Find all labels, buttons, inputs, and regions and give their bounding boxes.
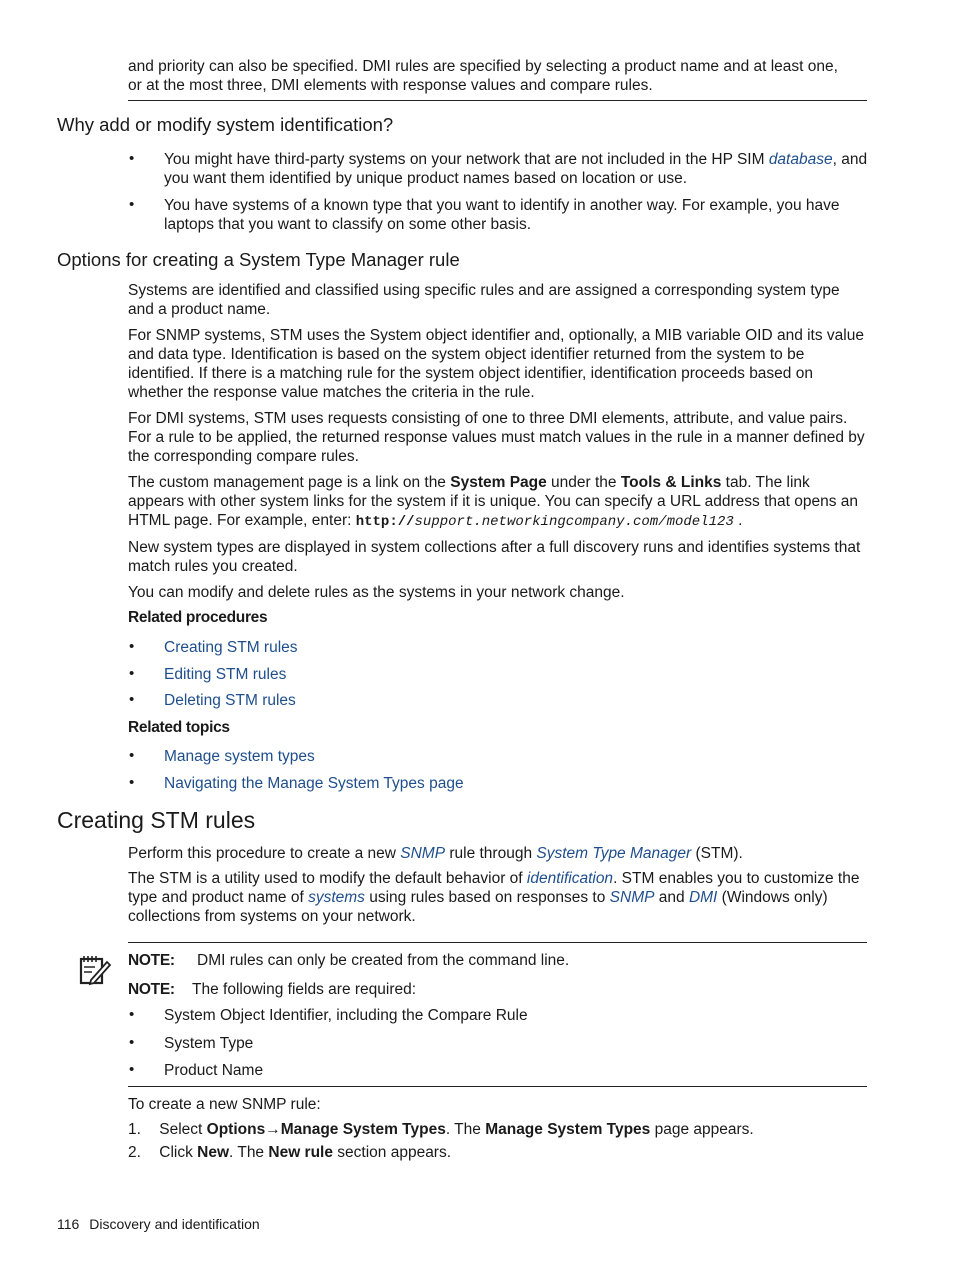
step-2: 2. Click New. The New rule section appears. xyxy=(128,1144,452,1161)
options-paragraph-2: For SNMP systems, STM uses the System object identifier and, optionally, a MIB variable OID and its value and data type. Identification is based on the system object identifier returned from the system to be identified. If there is a matching rule for the system object identifier, identification proceeds based on whether the response value matches the criteria in the rule. xyxy=(128,327,864,401)
options-menu-ref: Options xyxy=(206,1121,266,1138)
note-icon xyxy=(78,954,112,986)
dmi-link[interactable]: DMI xyxy=(688,889,718,906)
snmp-link[interactable]: SNMP xyxy=(400,845,446,862)
identification-link[interactable]: identification xyxy=(526,870,614,887)
options-paragraph-1: Systems are identified and classified using specific rules and are assigned a corresponding system type and a product name. xyxy=(128,282,840,318)
creating-heading: Creating STM rules xyxy=(57,807,256,833)
steps-intro: To create a new SNMP rule: xyxy=(128,1096,321,1113)
editing-stm-rules-link[interactable]: Editing STM rules xyxy=(164,666,287,683)
system-type-manager-link[interactable]: System Type Manager xyxy=(536,845,692,862)
note-2: NOTE: The following fields are required: xyxy=(128,981,417,998)
bullet: • xyxy=(129,774,135,791)
required-field-item: Product Name xyxy=(164,1062,264,1079)
why-bullet-2: You have systems of a known type that you want to identify in another way. For example, you have laptops that you want to classify on some other basis. xyxy=(164,197,840,233)
intro-line: or at the most three, DMI elements with response values and compare rules. xyxy=(128,77,653,94)
creating-paragraph-2: The STM is a utility used to modify the default behavior of identification. STM enables you to customize the type and product name of systems using rules based on responses to SNMP and DMI (Windows only) collections from systems on your network. xyxy=(128,870,860,925)
bullet: • xyxy=(129,1006,135,1023)
footer-section-title: Discovery and identification xyxy=(89,1216,260,1232)
intro-line: and priority can also be specified. DMI rules are specified by selecting a product name and at least one, xyxy=(128,58,838,75)
bullet: • xyxy=(129,196,135,213)
options-paragraph-6: You can modify and delete rules as the systems in your network change. xyxy=(128,584,625,601)
options-paragraph-3: For DMI systems, STM uses requests consisting of one to three DMI elements, attribute, and value pairs. For a rule to be applied, the returned response values must match values in the rule in a manner defined by the corresponding compare rules. xyxy=(128,410,865,465)
required-field-item: System Object Identifier, including the Compare Rule xyxy=(164,1007,528,1024)
options-heading: Options for creating a System Type Manager rule xyxy=(57,249,460,270)
creating-stm-rules-link[interactable]: Creating STM rules xyxy=(164,639,298,656)
code-url: support.networkingcompany.com/model123 xyxy=(414,514,734,530)
required-field-item: System Type xyxy=(164,1035,254,1052)
why-heading: Why add or modify system identification? xyxy=(57,114,394,135)
bullet: • xyxy=(129,638,135,655)
divider xyxy=(128,100,867,101)
bullet: • xyxy=(129,150,135,167)
page-footer xyxy=(57,1216,260,1232)
bullet: • xyxy=(129,691,135,708)
snmp-link[interactable]: SNMP xyxy=(609,889,655,906)
bullet: • xyxy=(129,1034,135,1051)
step-1: 1. Select Options→Manage System Types. The Manage System Types page appears. xyxy=(128,1121,754,1138)
note-label: NOTE: xyxy=(128,952,175,969)
related-topics-heading: Related topics xyxy=(128,719,230,736)
deleting-stm-rules-link[interactable]: Deleting STM rules xyxy=(164,692,296,709)
options-paragraph-5: New system types are displayed in system collections after a full discovery runs and identifies systems that match rules you created. xyxy=(128,539,861,575)
related-procedures-heading: Related procedures xyxy=(128,609,268,626)
manage-system-types-menu-ref: Manage System Types xyxy=(280,1121,446,1138)
new-rule-section-ref: New rule xyxy=(268,1144,333,1161)
note-label: NOTE: xyxy=(128,981,175,998)
new-button-ref: New xyxy=(197,1144,230,1161)
note-1: NOTE: DMI rules can only be created from the command line. xyxy=(128,952,570,969)
creating-paragraph-1: Perform this procedure to create a new SNMP rule through System Type Manager (STM). xyxy=(128,845,743,862)
note-top-divider xyxy=(128,942,867,943)
step-number: 2. xyxy=(128,1144,141,1161)
why-bullet-1: You might have third-party systems on your network that are not included in the HP SIM database, and you want them identified by unique product names based on location or use. xyxy=(164,151,868,187)
code-protocol: http:// xyxy=(355,514,415,530)
page-number: 116 xyxy=(57,1216,80,1232)
step-number: 1. xyxy=(128,1121,141,1138)
systems-link[interactable]: systems xyxy=(308,889,365,906)
bullet: • xyxy=(129,665,135,682)
navigating-manage-system-types-link[interactable]: Navigating the Manage System Types page xyxy=(164,775,464,792)
bullet: • xyxy=(129,1061,135,1078)
note-bottom-divider xyxy=(128,1086,867,1087)
intro-paragraph xyxy=(128,57,868,95)
manage-system-types-link[interactable]: Manage system types xyxy=(164,748,315,765)
database-link[interactable]: database xyxy=(768,151,833,168)
options-paragraph-4: The custom management page is a link on the System Page under the Tools & Links tab. The link appears with other system links for the system if it is unique. You can specify a URL address that opens an HTML page. For example, enter: http://support.networkingcompany.com/model123 . xyxy=(128,474,859,530)
bullet: • xyxy=(129,747,135,764)
